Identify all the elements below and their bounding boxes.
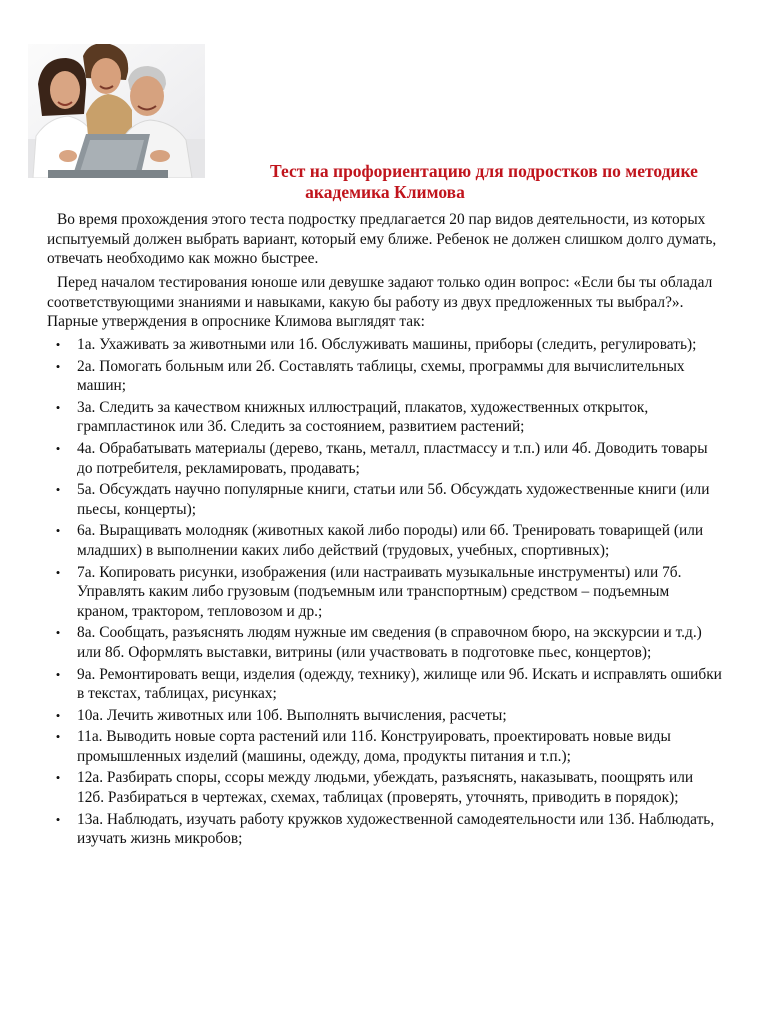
list-item-text: 6а. Выращивать молодняк (животных какой либо породы) или 6б. Тренировать товарищей (или младших) в выполнении каких либо действий (трудовых, учебных, спортивных);	[77, 522, 704, 559]
pair-statements-list	[0, 335, 768, 851]
list-item	[0, 706, 768, 726]
bullet-icon: •	[55, 337, 61, 352]
list-item-text: 9а. Ремонтировать вещи, изделия (одежду, технику), жилище или 9б. Искать и исправлять ошибки в текстах, таблицах, рисунках;	[77, 665, 722, 703]
page-title	[120, 161, 768, 203]
list-item-text: 2а. Помогать больным или 2б. Составлять таблицы, схемы, программы для вычислительных машин;	[77, 357, 685, 395]
list-item-text: 13а. Наблюдать, изучать работу кружков художественной самодеятельности или 13б. Наблюдать, изучать жизнь микробов;	[77, 810, 715, 848]
title-line: Тест на профориентацию для подростков по методике	[270, 161, 698, 181]
list-item-text: 1а. Ухаживать за животными или 1б. Обслуживать машины, приборы (следить, регулировать);	[77, 336, 697, 353]
list-item	[0, 727, 768, 766]
bullet-icon: •	[55, 523, 61, 539]
bullet-icon: •	[55, 729, 61, 745]
family-laptop-photo-icon	[28, 44, 205, 178]
list-item-text: 8а. Сообщать, разъяснять людям нужные им сведения (в справочном бюро, на экскурсии и т.д.) или 8б. Оформлять выставки, витрины (или участвовать в подготовке пьес, концертов);	[77, 624, 702, 661]
list-item-text: 4а. Обрабатывать материалы (дерево, ткань, металл, пластмассу и т.п.) или 4б. Доводить товары до потребителя, рекламировать, продавать;	[77, 439, 708, 477]
bullet-icon: •	[55, 440, 61, 456]
list-item	[0, 335, 768, 355]
list-item	[0, 810, 768, 849]
intro-paragraph: Во время прохождения этого теста подростку предлагается 20 пар видов деятельности, из которых испытуемый должен выбрать вариант, который ему ближе. Ребенок не должен слишком долго думать, отвечать необходимо как можно быстрее.	[47, 211, 717, 268]
list-item	[0, 521, 768, 560]
list-item	[0, 768, 768, 807]
bullet-icon: •	[55, 666, 61, 682]
list-item-text: 7а. Копировать рисунки, изображения (или настраивать музыкальные инструменты) или 7б. Управлять каким либо грузовым (подъемным или транспортным) средством – подъемным краном, трактором, тепловозом и др.;	[77, 563, 682, 620]
bullet-icon: •	[55, 358, 61, 374]
bullet-icon: •	[55, 625, 61, 641]
title-line: академика Климова	[305, 182, 465, 202]
list-item-text: 3а. Следить за качеством книжных иллюстраций, плакатов, художественных открыток, грампластинок или 3б. Следить за состоянием, развитием растений;	[77, 398, 649, 436]
bullet-icon: •	[55, 482, 61, 498]
bullet-icon: •	[55, 564, 61, 580]
list-item-text: 10а. Лечить животных или 10б. Выполнять вычисления, расчеты;	[77, 706, 507, 724]
bullet-icon: •	[55, 770, 61, 786]
list-item	[0, 480, 768, 519]
list-item	[0, 439, 768, 478]
intro-paragraph: Перед началом тестирования юноше или девушке задают только один вопрос: «Если бы ты обладал соответствующими знаниями и навыками, какую бы работу из двух предложенных ты выбрал?». Парные утверждения в опроснике Климова выглядят так:	[47, 274, 713, 331]
list-item	[0, 665, 768, 704]
list-item	[0, 398, 768, 437]
list-item	[0, 563, 768, 622]
list-item-text: 5а. Обсуждать научно популярные книги, статьи или 5б. Обсуждать художественные книги (или пьесы, концерты);	[77, 481, 710, 518]
list-item	[0, 357, 768, 396]
bullet-icon: •	[55, 399, 61, 415]
list-item-text: 11а. Выводить новые сорта растений или 11б. Конструировать, проектировать новые виды промышленных изделий (машины, одежду, дома, продукты питания и т.п.);	[77, 728, 671, 765]
list-item	[0, 623, 768, 662]
bullet-icon: •	[55, 811, 61, 827]
list-item-text: 12а. Разбирать споры, ссоры между людьми, убеждать, разъяснять, наказывать, поощрять или 12б. Разбираться в чертежах, схемах, таблицах (проверять, уточнять, приводить в порядок);	[77, 769, 694, 807]
bullet-icon: •	[55, 707, 61, 723]
